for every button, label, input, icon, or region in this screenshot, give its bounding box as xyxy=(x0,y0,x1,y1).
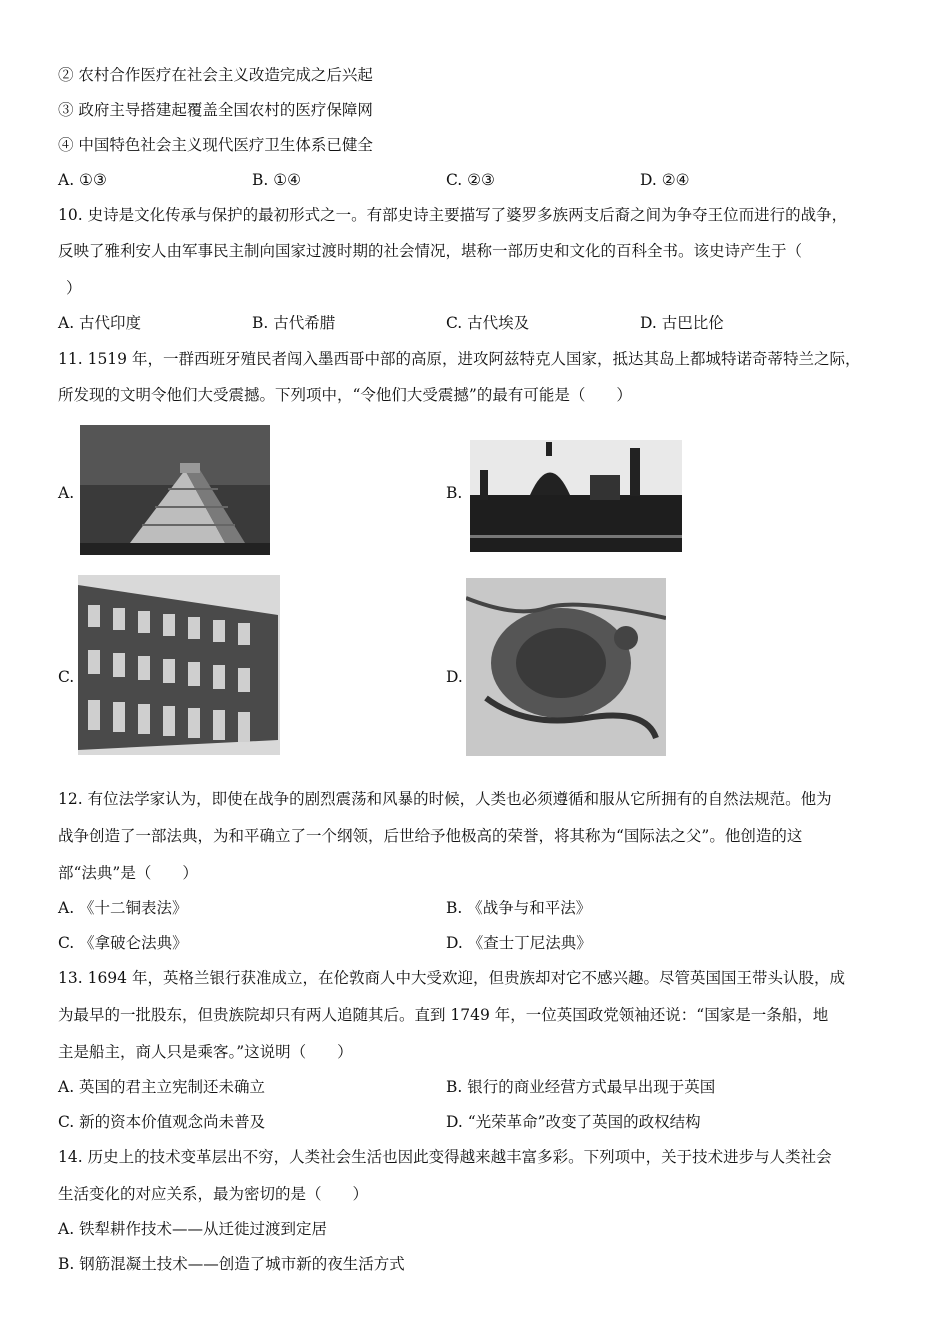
q9-statement-4: ④ 中国特色社会主义现代医疗卫生体系已健全 xyxy=(58,136,373,154)
q13-option-a[interactable]: A. 英国的君主立宪制还未确立 xyxy=(58,1078,266,1096)
q11-option-a-pyramid-image[interactable] xyxy=(80,425,270,555)
q13-option-b[interactable]: B. 银行的商业经营方式最早出现于英国 xyxy=(446,1078,716,1096)
q11-option-b-city-image[interactable] xyxy=(470,440,682,552)
q10-option-d[interactable]: D. 古巴比伦 xyxy=(640,314,724,332)
q14-stem-line-1: 14. 历史上的技术变革层出不穷，人类社会生活也因此变得越来越丰富多彩。下列项中，关于技术进步与人类社会 xyxy=(58,1148,832,1166)
q12-stem-line-2: 战争创造了一部法典，为和平确立了一个纲领，后世给予他极高的荣誉，将其称为“国际法之父”。他创造的这 xyxy=(58,827,803,845)
q11-option-a-label[interactable]: A. xyxy=(58,484,75,502)
q9-option-d[interactable]: D. ②④ xyxy=(640,171,690,189)
q13-stem-line-3: 主是船主，商人只是乘客。”这说明（ ） xyxy=(58,1043,353,1061)
q11-option-d-city-map-image[interactable] xyxy=(466,578,666,756)
q11-option-c-label[interactable]: C. xyxy=(58,668,75,686)
q11-option-c-colosseum-image[interactable] xyxy=(78,575,280,755)
q12-option-c[interactable]: C. 《拿破仑法典》 xyxy=(58,934,188,952)
q11-stem-line-2: 所发现的文明令他们大受震撼。下列项中，“令他们大受震撼”的最有可能是（ ） xyxy=(58,386,632,404)
q11-option-b-label[interactable]: B. xyxy=(446,484,463,502)
q14-stem-line-2: 生活变化的对应关系，最为密切的是（ ） xyxy=(58,1185,369,1203)
q12-option-a[interactable]: A. 《十二铜表法》 xyxy=(58,899,188,917)
q12-option-b[interactable]: B. 《战争与和平法》 xyxy=(446,899,592,917)
q14-option-b[interactable]: B. 钢筋混凝土技术——创造了城市新的夜生活方式 xyxy=(58,1255,405,1273)
q10-stem-line-3: ） xyxy=(66,279,82,297)
q10-stem-line-1: 10. 史诗是文化传承与保护的最初形式之一。有部史诗主要描写了婆罗多族两支后裔之间为争夺王位而进行的战争， xyxy=(58,206,848,224)
q9-statement-2: ② 农村合作医疗在社会主义改造完成之后兴起 xyxy=(58,66,373,84)
q12-stem-line-1: 12. 有位法学家认为，即使在战争的剧烈震荡和风暴的时候，人类也必须遵循和服从它所拥有的自然法规范。他为 xyxy=(58,790,832,808)
q9-statement-3: ③ 政府主导搭建起覆盖全国农村的医疗保障网 xyxy=(58,101,373,119)
q9-option-c[interactable]: C. ②③ xyxy=(446,171,495,189)
q11-stem-line-1: 11. 1519 年，一群西班牙殖民者闯入墨西哥中部的高原，进攻阿兹特克人国家，抵达其岛上都城特诺奇蒂特兰之际， xyxy=(58,350,861,368)
q9-option-a[interactable]: A. ①③ xyxy=(58,171,107,189)
q11-option-d-label[interactable]: D. xyxy=(446,668,463,686)
q13-stem-line-2: 为最早的一批股东，但贵族院却只有两人追随其后。直到 1749 年，一位英国政党领袖还说：“国家是一条船，地 xyxy=(58,1006,829,1024)
q12-option-d[interactable]: D. 《查士丁尼法典》 xyxy=(446,934,592,952)
q13-option-c[interactable]: C. 新的资本价值观念尚未普及 xyxy=(58,1113,266,1131)
q9-option-b[interactable]: B. ①④ xyxy=(252,171,302,189)
q10-option-b[interactable]: B. 古代希腊 xyxy=(252,314,336,332)
q10-stem-line-2: 反映了雅利安人由军事民主制向国家过渡时期的社会情况，堪称一部历史和文化的百科全书。该史诗产生于（ xyxy=(58,242,803,260)
q10-option-c[interactable]: C. 古代埃及 xyxy=(446,314,530,332)
q12-stem-line-3: 部“法典”是（ ） xyxy=(58,864,198,882)
q13-stem-line-1: 13. 1694 年，英格兰银行获准成立，在伦敦商人中大受欢迎，但贵族却对它不感兴趣。尽管英国国王带头认股，成 xyxy=(58,969,845,987)
q14-option-a[interactable]: A. 铁犁耕作技术——从迁徙过渡到定居 xyxy=(58,1220,328,1238)
q10-option-a[interactable]: A. 古代印度 xyxy=(58,314,142,332)
q13-option-d[interactable]: D. “光荣革命”改变了英国的政权结构 xyxy=(446,1113,701,1131)
